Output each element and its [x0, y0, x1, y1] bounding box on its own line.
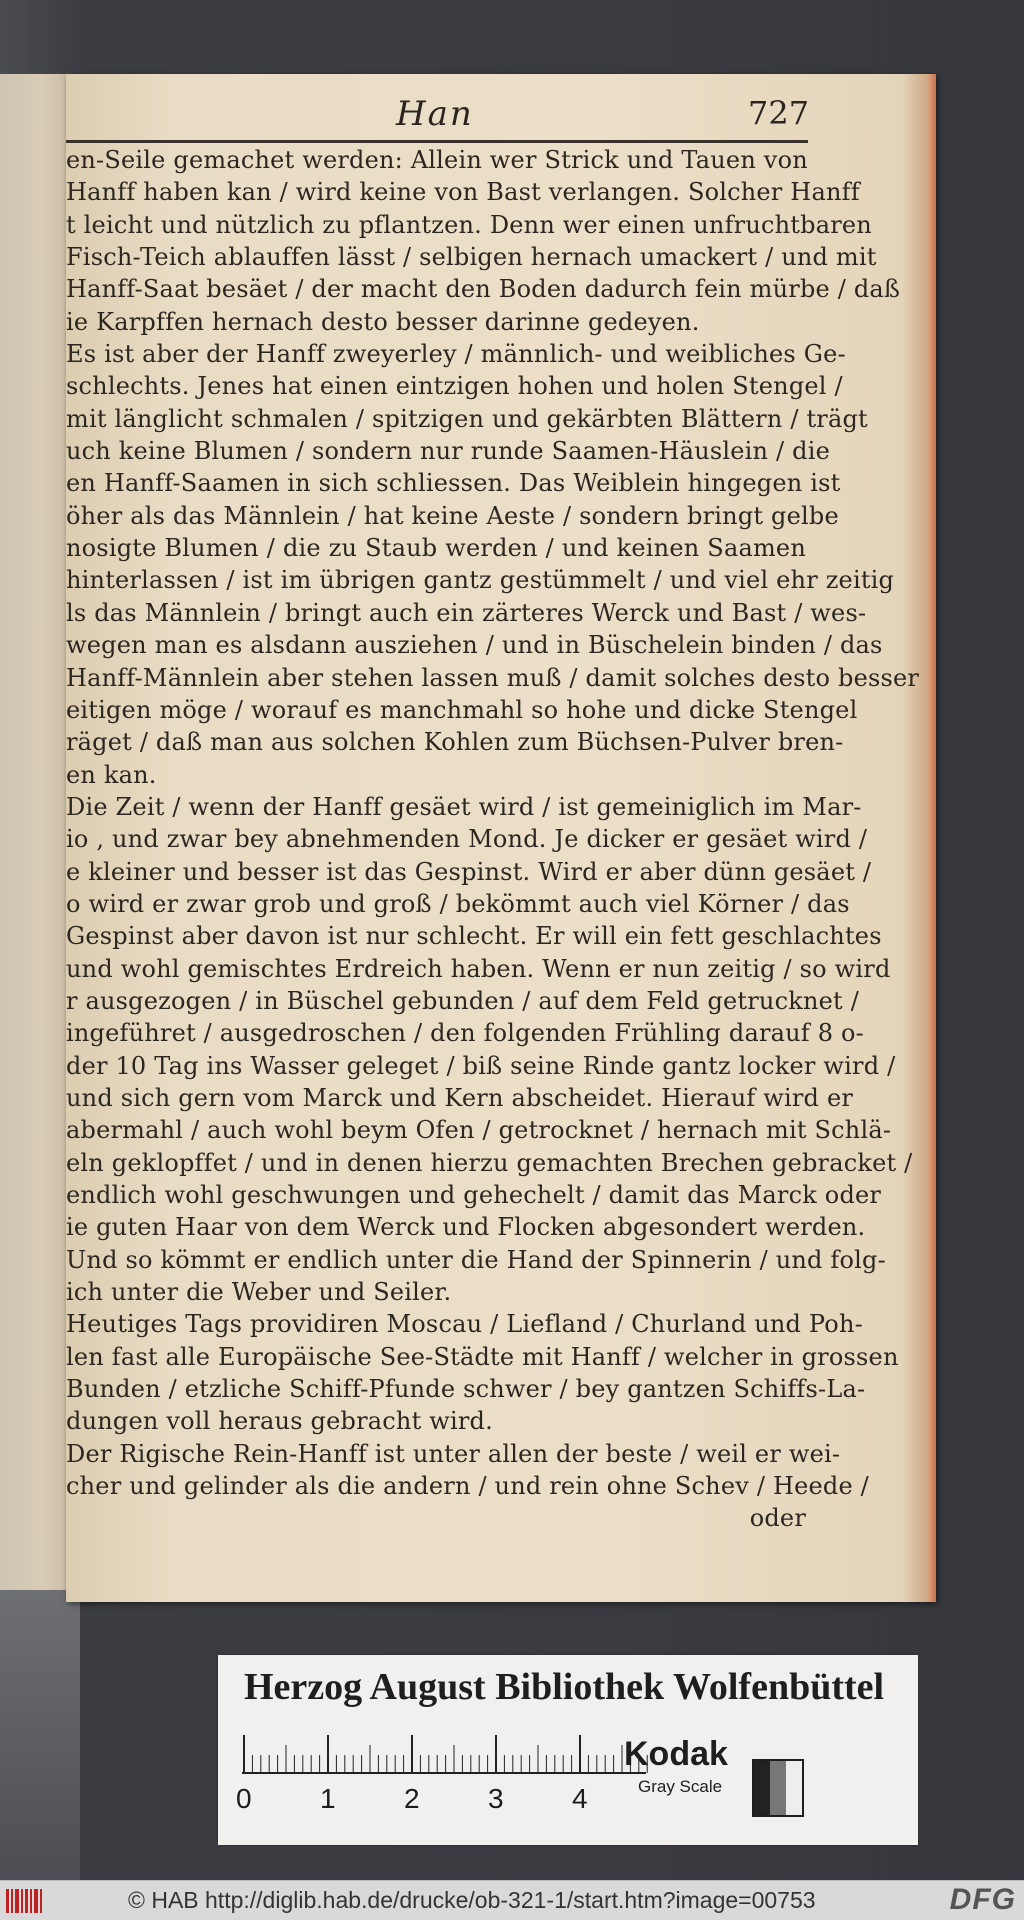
- text-line: dungen voll heraus gebracht wird.: [66, 1407, 493, 1436]
- bleed-through-line: [0, 338, 72, 356]
- text-line: Fisch-Teich ablauffen lässt / selbigen hernach umackert / und mit: [66, 243, 877, 272]
- text-line: ie guten Haar von dem Werck und Flocken abgesondert werden.: [66, 1213, 866, 1242]
- text-line: Und so kömmt er endlich unter die Hand der Spinnerin / und folg-: [66, 1245, 886, 1274]
- ruler-number: 3: [488, 1783, 504, 1814]
- bleed-through-line: [0, 1276, 72, 1294]
- bleed-through-line: [0, 273, 72, 291]
- text-line: mit länglicht schmalen / spitzigen und gekärbten Blättern / trägt: [66, 404, 868, 433]
- text-line: abermahl / auch wohl beym Ofen / getrocknet / hernach mit Schlä-: [66, 1116, 892, 1145]
- ruler-scale: [236, 1733, 646, 1819]
- text-line: en kan.: [66, 760, 157, 789]
- text-line: der 10 Tag ins Wasser geleget / biß seine Rinde gantz locker wird /: [66, 1051, 896, 1080]
- text-line: Die Zeit / wenn der Hanff gesäet wird / ist gemeiniglich im Mar-: [66, 792, 862, 821]
- bleed-through-line: [0, 1017, 72, 1035]
- bleed-through-line: [0, 791, 72, 809]
- text-line: Gespinst aber davon ist nur schlecht. Er will ein fett geschlachtes: [66, 922, 882, 951]
- bleed-through-line: [0, 1082, 72, 1100]
- bleed-through-line: [0, 176, 72, 194]
- bleed-through-line: [0, 597, 72, 615]
- bleed-through-line: [0, 468, 72, 486]
- bleed-through-line: [0, 823, 72, 841]
- text-line: und sich gern vom Marck und Kern abscheidet. Hierauf wird er: [66, 1083, 854, 1112]
- gray-scale-patch: [752, 1759, 804, 1817]
- text-line: len fast alle Europäische See-Städte mit Hanff / welcher in grossen: [66, 1342, 899, 1371]
- bleed-through-line: [0, 370, 72, 388]
- bleed-through-line: [0, 435, 72, 453]
- bleed-through-line: [0, 629, 72, 647]
- bleed-through-line: [0, 759, 72, 777]
- text-line: wegen man es alsdann ausziehen / und in Büschelein binden / das: [66, 631, 883, 660]
- bleed-through-line: [0, 726, 72, 744]
- barcode-logo-icon: [6, 1889, 46, 1913]
- dfg-logo: DFG: [949, 1883, 1016, 1916]
- bleed-through-line: [0, 1212, 72, 1230]
- bleed-through-line: [0, 1535, 72, 1553]
- text-line: öher als das Männlein / hat keine Aeste / sondern bringt gelbe: [66, 501, 839, 530]
- text-line: Es ist aber der Hanff zweyerley / männlich- und weibliches Ge-: [66, 340, 846, 369]
- text-line: ingeführet / ausgedroschen / den folgenden Frühling darauf 8 o-: [66, 1019, 864, 1048]
- bleed-through-line: [0, 500, 72, 518]
- text-line: hinterlassen / ist im übrigen gantz gestümmelt / und viel ehr zeitig: [66, 566, 895, 595]
- bleed-through-line: [0, 1503, 72, 1521]
- header-rule: [66, 140, 808, 143]
- text-line: io , und zwar bey abnehmenden Mond. Je dicker er gesäet wird /: [66, 825, 868, 854]
- bleed-through-line: [0, 1341, 72, 1359]
- text-line: eln geklopffet / und in denen hierzu gemachten Brechen gebracket /: [66, 1148, 913, 1177]
- bleed-through-line: [0, 953, 72, 971]
- bleed-through-line: [0, 1147, 72, 1165]
- kodak-gray-scale-label: Gray Scale: [638, 1777, 723, 1796]
- bleed-through-line: [0, 920, 72, 938]
- text-line: t leicht und nützlich zu pflantzen. Denn wer einen unfruchtbaren: [66, 210, 872, 239]
- text-line: uch keine Blumen / sondern nur runde Saamen-Häuslein / die: [66, 437, 830, 466]
- text-line: ich unter die Weber und Seiler.: [66, 1278, 452, 1307]
- text-line: Hanff-Saat besäet / der macht den Boden dadurch fein mürbe / daß: [66, 275, 901, 304]
- text-line: Hanff haben kan / wird keine von Bast verlangen. Solcher Hanff: [66, 178, 860, 207]
- bleed-through-line: [0, 694, 72, 712]
- bleed-through-line: [0, 1050, 72, 1068]
- text-line: en Hanff-Saamen in sich schliessen. Das Weiblein hingegen ist: [66, 469, 841, 498]
- bleed-through-line: [0, 1406, 72, 1424]
- ruler-number: 0: [236, 1783, 252, 1814]
- text-line: e kleiner und besser ist das Gespinst. Wird er aber dünn gesäet /: [66, 857, 872, 886]
- bleed-through-line: [0, 1309, 72, 1327]
- bleed-through-line: [0, 1438, 72, 1456]
- ruler-number: 4: [572, 1783, 588, 1814]
- bleed-through-line: [0, 144, 72, 162]
- page-text: [66, 144, 920, 1535]
- text-line: Der Rigische Rein-Hanff ist unter allen der beste / weil er wei-: [66, 1439, 841, 1468]
- text-line: r ausgezogen / in Büschel gebunden / auf dem Feld getrucknet /: [66, 986, 859, 1015]
- text-line: nosigte Blumen / die zu Staub werden / und keinen Saamen: [66, 534, 806, 563]
- text-line: räget / daß man aus solchen Kohlen zum Büchsen-Pulver bren-: [66, 728, 844, 757]
- previous-page-strip: [0, 74, 72, 1594]
- text-line: schlechts. Jenes hat einen eintzigen hohen und holen Stengel /: [66, 372, 843, 401]
- text-line: ls das Männlein / bringt auch ein zärteres Werck und Bast / wes-: [66, 598, 867, 627]
- bleed-through-line: [0, 1244, 72, 1262]
- ruler-ticks: [242, 1733, 646, 1775]
- running-header: Han: [396, 94, 474, 134]
- page-edge: [928, 74, 936, 1602]
- color-calibration-card: [218, 1655, 918, 1845]
- kodak-brand: Kodak: [624, 1735, 728, 1773]
- previous-page-shadow: [0, 1590, 80, 1880]
- bleed-through-line: [0, 403, 72, 421]
- footer-bar: [0, 1880, 1024, 1920]
- bleed-through-line: [0, 565, 72, 583]
- text-line: o wird er zwar grob und groß / bekömmt auch viel Körner / das: [66, 889, 850, 918]
- text-line: Heutiges Tags providiren Moscau / Liefland / Churland und Poh-: [66, 1310, 863, 1339]
- bleed-through-line: [0, 209, 72, 227]
- text-line: endlich wohl geschwungen und gehechelt / damit das Marck oder: [66, 1181, 882, 1209]
- footer-copyright-link[interactable]: © HAB http://diglib.hab.de/drucke/ob-321-1/start.htm?image=00753: [128, 1887, 816, 1913]
- text-line: und wohl gemischtes Erdreich haben. Wenn er nun zeitig / so wird: [66, 954, 891, 983]
- ruler-number: 2: [404, 1783, 420, 1814]
- bleed-through-line: [0, 241, 72, 259]
- page-number: 727: [748, 94, 810, 132]
- bleed-through-line: [0, 1470, 72, 1488]
- text-line: en-Seile gemachet werden: Allein wer Strick und Tauen von: [66, 146, 808, 174]
- bleed-through-line: [0, 1179, 72, 1197]
- bleed-through-line: [0, 1115, 72, 1133]
- text-line: eitigen möge / worauf es manchmahl so hohe und dicke Stengel: [66, 695, 858, 724]
- bleed-through-line: [0, 532, 72, 550]
- text-line: oder: [749, 1504, 806, 1533]
- bleed-through-line: [0, 985, 72, 1003]
- text-line: ie Karpffen hernach desto besser darinne gedeyen.: [66, 307, 700, 336]
- text-line: Bunden / etzliche Schiff-Pfunde schwer / bey gantzen Schiffs-La-: [66, 1375, 866, 1404]
- bleed-through-line: [0, 1373, 72, 1391]
- bleed-through-line: [0, 856, 72, 874]
- text-line: Hanff-Männlein aber stehen lassen muß / damit solches desto besser: [66, 663, 920, 692]
- card-title: Herzog August Bibliothek Wolfenbüttel: [244, 1666, 885, 1708]
- bleed-through-line: [0, 306, 72, 324]
- ruler-number: 1: [320, 1783, 336, 1814]
- bleed-through-line: [0, 888, 72, 906]
- bleed-through-line: [0, 662, 72, 680]
- text-line: cher und gelinder als die andern / und rein ohne Schev / Heede /: [66, 1472, 869, 1501]
- book-page: [66, 74, 936, 1602]
